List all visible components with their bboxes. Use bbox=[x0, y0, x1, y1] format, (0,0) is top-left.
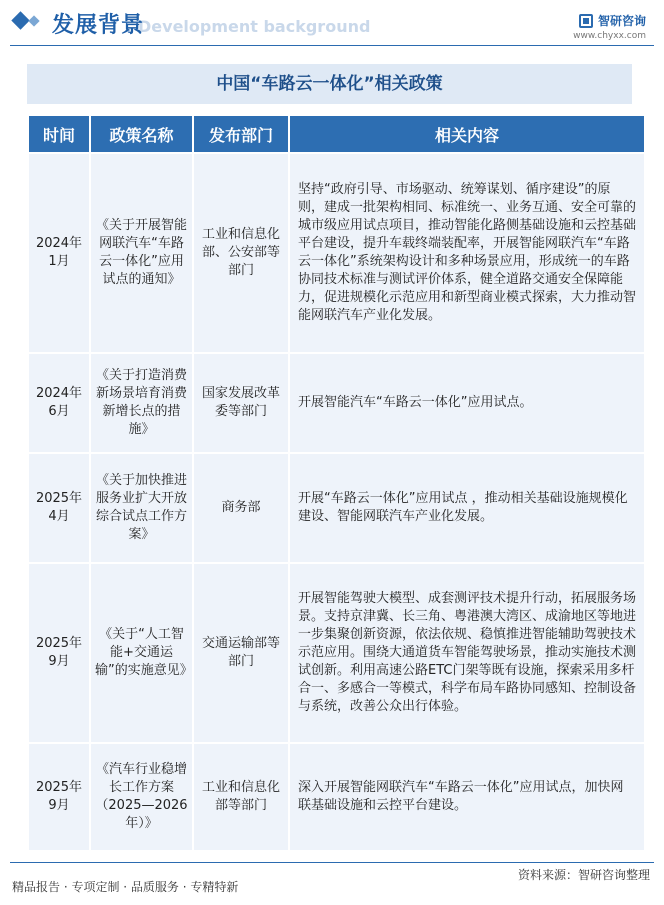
cell-content: 深入开展智能网联汽车“车路云一体化”应用试点，加快网联基础设施和云控平台建设。 bbox=[289, 743, 645, 851]
table-title: 中国“车路云一体化”相关政策 bbox=[27, 64, 632, 104]
column-header-time: 时间 bbox=[28, 115, 90, 153]
header-title: 发展背景 bbox=[52, 13, 145, 38]
brand-url: www.chyxx.com bbox=[573, 31, 646, 41]
cell-policy: 《汽车行业稳增长工作方案（2025—2026年）》 bbox=[90, 743, 193, 851]
cell-department: 商务部 bbox=[193, 453, 289, 563]
policy-table bbox=[27, 114, 646, 852]
cell-department: 交通运输部等部门 bbox=[193, 563, 289, 743]
cell-time: 2024年6月 bbox=[28, 353, 90, 453]
table-row bbox=[28, 153, 645, 353]
cell-policy: 《关于加快推进服务业扩大开放综合试点工作方案》 bbox=[90, 453, 193, 563]
source-note: 资料来源：智研咨询整理 bbox=[517, 868, 650, 882]
cell-time: 2025年9月 bbox=[28, 563, 90, 743]
cell-time: 2025年4月 bbox=[28, 453, 90, 563]
cell-department: 国家发展改革委等部门 bbox=[193, 353, 289, 453]
cell-department: 工业和信息化部等部门 bbox=[193, 743, 289, 851]
table-header-row bbox=[28, 115, 645, 153]
column-header-policy: 政策名称 bbox=[90, 115, 193, 153]
diamond-small-icon bbox=[28, 15, 39, 26]
brand-logo-icon bbox=[579, 14, 593, 28]
brand-name: 智研咨询 bbox=[597, 14, 646, 28]
cell-policy: 《关于开展智能网联汽车“车路云一体化”应用试点的通知》 bbox=[90, 153, 193, 353]
header bbox=[0, 0, 664, 48]
footer-slogan: 精品报告 · 专项定制 · 品质服务 · 专精特新 bbox=[12, 880, 239, 894]
table-row bbox=[28, 563, 645, 743]
cell-policy: 《关于打造消费新场景培育消费新增长点的措施》 bbox=[90, 353, 193, 453]
cell-department: 工业和信息化部、公安部等部门 bbox=[193, 153, 289, 353]
cell-content: 开展智能汽车“车路云一体化”应用试点。 bbox=[289, 353, 645, 453]
cell-policy: 《关于“人工智能+交通运输”的实施意见》 bbox=[90, 563, 193, 743]
cell-content: 开展智能驾驶大模型、成套测评技术提升行动，拓展服务场景。支持京津冀、长三角、粤港澳大湾区、成渝地区等地进一步集聚创新资源，依法依规、稳慎推进智能辅助驾驶技术示范应用。围绕大通道货车智能驾驶场景，推动实施技术测试创新。利用高速公路ETC门架等既有设施，探索采用多杆合一、多感合一等模式，科学布局车路协同感知、控制设备与系统，改善公众出行体验。 bbox=[289, 563, 645, 743]
brand bbox=[573, 12, 646, 41]
footer-divider bbox=[10, 862, 654, 863]
header-divider bbox=[10, 45, 654, 46]
column-header-department: 发布部门 bbox=[193, 115, 289, 153]
table-row bbox=[28, 453, 645, 563]
table-row bbox=[28, 743, 645, 851]
cell-content: 开展“车路云一体化”应用试点 ，推动相关基础设施规模化建设、智能网联汽车产业化发展。 bbox=[289, 453, 645, 563]
cell-time: 2025年9月 bbox=[28, 743, 90, 851]
table-row bbox=[28, 353, 645, 453]
cell-time: 2024年1月 bbox=[28, 153, 90, 353]
header-subtitle: Development background bbox=[138, 17, 371, 36]
column-header-content: 相关内容 bbox=[289, 115, 645, 153]
cell-content: 坚持“政府引导、市场驱动、统筹谋划、循序建设”的原则，建成一批架构相同、标准统一、业务互通、安全可靠的城市级应用试点项目，推动智能化路侧基础设施和云控基础平台建设，提升车载终端装配率，开展智能网联汽车“车路云一体化”系统架构设计和多种场景应用，形成统一的车路协同技术标准与测试评价体系，健全道路交通安全保障能力，促进规模化示范应用和新型商业模式探索，大力推动智能网联汽车产业化发展。 bbox=[289, 153, 645, 353]
